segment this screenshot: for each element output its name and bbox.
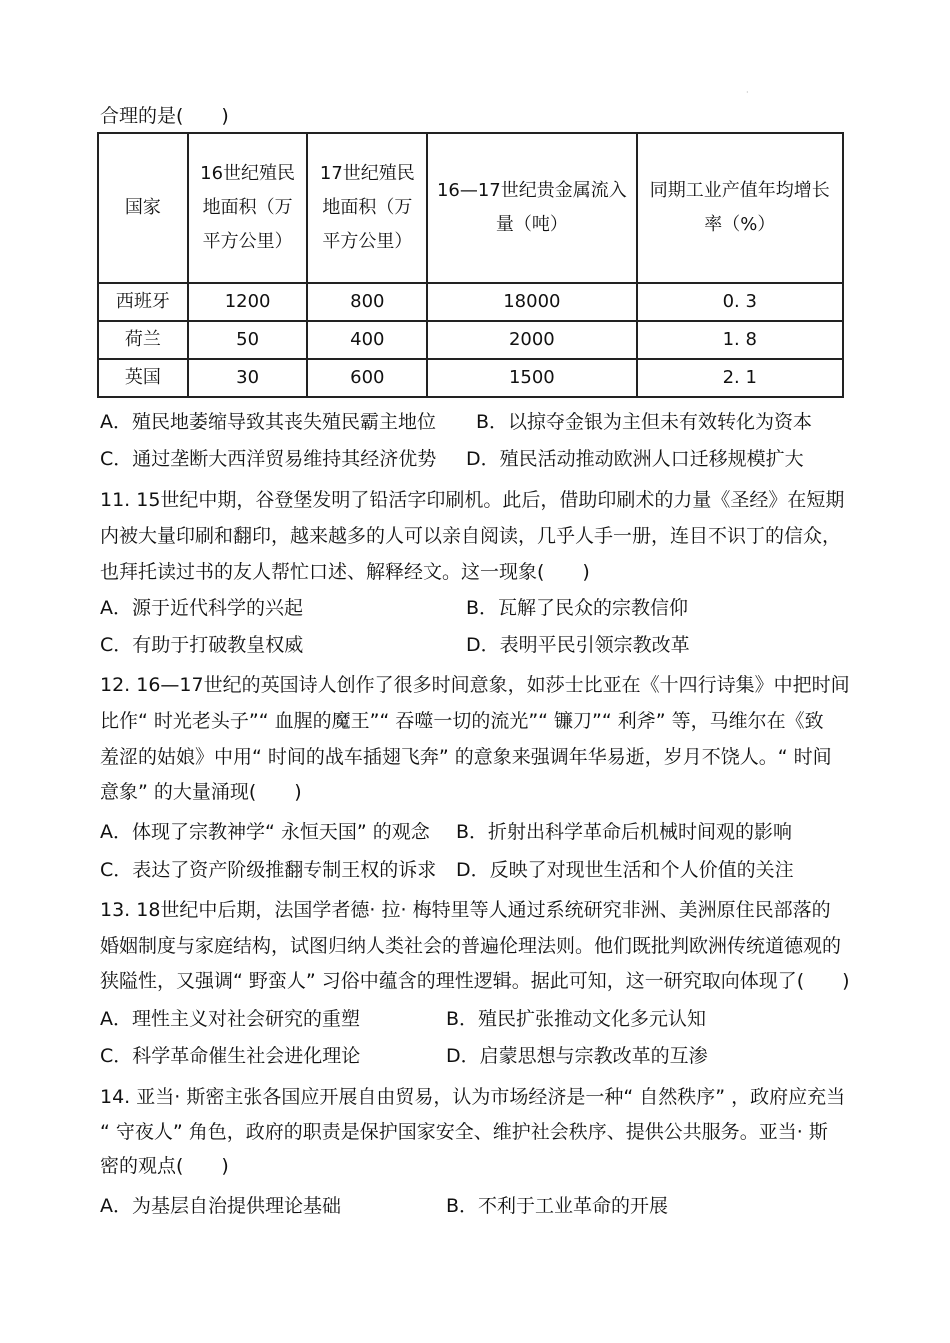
q11-option-b[interactable]: B．瓦解了民众的宗教信仰 [466,597,689,619]
q13-option-d[interactable]: D．启蒙思想与宗教改革的互渗 [446,1045,708,1067]
q13-stem-line: 13. 18世纪中后期，法国学者德· 拉· 梅特里等人通过系统研究非洲、美洲原住民部落的 [100,899,831,921]
q11-option-d[interactable]: D．表明平民引领宗教改革 [466,634,690,656]
table-row [98,321,843,359]
q14-stem-line: 14. 亚当· 斯密主张各国应开展自由贸易，认为市场经济是一种“ 自然秩序” ，政府应充当 [100,1086,846,1108]
q10-option-a[interactable]: A．殖民地萎缩导致其丧失殖民霸主地位 [100,411,436,433]
table-cell: 西班牙 [98,283,188,321]
table-row [98,359,843,397]
q12-stem-line: 12. 16—17世纪的英国诗人创作了很多时间意象，如莎士比亚在《十四行诗集》中把时间 [100,674,850,696]
q12-stem-line: 羞涩的姑娘》中用“ 时间的战车插翅飞奔” 的意象来强调年华易逝，岁月不饶人。“ 时间 [100,746,832,768]
q11-stem-line: 11. 15世纪中期，谷登堡发明了铅活字印刷机。此后，借助印刷术的力量《圣经》在短期 [100,489,845,511]
table-cell: 0. 3 [637,283,843,321]
table-cell: 50 [188,321,308,359]
table-cell: 2000 [427,321,636,359]
question-10-stem-tail: 合理的是( ) [100,105,229,127]
table-header-row [98,133,843,283]
q14-stem-line: “ 守夜人” 角色，政府的职责是保护国家安全、维护社会秩序、提供公共服务。亚当· 斯 [100,1121,828,1143]
q13-option-b[interactable]: B．殖民扩张推动文化多元认知 [446,1008,707,1030]
corner-mark: · [746,88,749,97]
q11-option-c[interactable]: C．有助于打破教皇权威 [100,634,304,656]
table-cell: 英国 [98,359,188,397]
q10-option-d[interactable]: D．殖民活动推动欧洲人口迁移规模扩大 [466,448,804,470]
table-cell: 1. 8 [637,321,843,359]
table-header-cell: 国家 [98,133,188,283]
q13-stem-line: 狭隘性，又强调“ 野蛮人” 习俗中蕴含的理性逻辑。据此可知，这一研究取向体现了( ) [100,970,850,992]
q13-stem-line: 婚姻制度与家庭结构，试图归纳人类社会的普遍伦理法则。他们既批判欧洲传统道德观的 [100,935,842,957]
q12-option-c[interactable]: C．表达了资产阶级推翻专制王权的诉求 [100,859,437,881]
table-cell: 1500 [427,359,636,397]
q10-option-c[interactable]: C．通过垄断大西洋贸易维持其经济优势 [100,448,437,470]
table-header-cell: 同期工业产值年均增长率（%） [637,133,843,283]
q13-option-a[interactable]: A．理性主义对社会研究的重塑 [100,1008,360,1030]
q12-stem-line: 比作“ 时光老头子”“ 血腥的魔王”“ 吞噬一切的流光”“ 镰刀”“ 利斧” 等，马维尔在《致 [100,710,824,732]
q14-option-b[interactable]: B．不利于工业革命的开展 [446,1195,669,1217]
q14-option-a[interactable]: A．为基层自治提供理论基础 [100,1195,341,1217]
q12-option-b[interactable]: B．折射出科学革命后机械时间观的影响 [456,821,793,843]
q12-option-d[interactable]: D．反映了对现世生活和个人价值的关注 [456,859,794,881]
table-header-cell: 16世纪殖民地面积（万平方公里） [188,133,308,283]
q11-option-a[interactable]: A．源于近代科学的兴起 [100,597,303,619]
table-cell: 400 [307,321,427,359]
table-cell: 荷兰 [98,321,188,359]
table-cell: 30 [188,359,308,397]
table-cell: 18000 [427,283,636,321]
q12-option-a[interactable]: A．体现了宗教神学“ 永恒天国” 的观念 [100,821,430,843]
q10-option-b[interactable]: B．以掠夺金银为主但未有效转化为资本 [476,411,813,433]
q11-stem-line: 内被大量印刷和翻印，越来越多的人可以亲自阅读，几乎人手一册，连目不识丁的信众， [100,525,842,547]
q12-stem-line: 意象” 的大量涌现( ) [100,781,302,803]
q11-stem-line: 也拜托读过书的友人帮忙口述、解释经文。这一现象( ) [100,561,590,583]
colony-data-table [97,132,844,398]
table-row [98,283,843,321]
table-cell: 800 [307,283,427,321]
q14-stem-line: 密的观点( ) [100,1155,229,1177]
q13-option-c[interactable]: C．科学革命催生社会进化理论 [100,1045,361,1067]
table-header-cell: 17世纪殖民地面积（万平方公里） [307,133,427,283]
table-cell: 1200 [188,283,308,321]
table-header-cell: 16—17世纪贵金属流入量（吨） [427,133,636,283]
table-cell: 2. 1 [637,359,843,397]
table-cell: 600 [307,359,427,397]
